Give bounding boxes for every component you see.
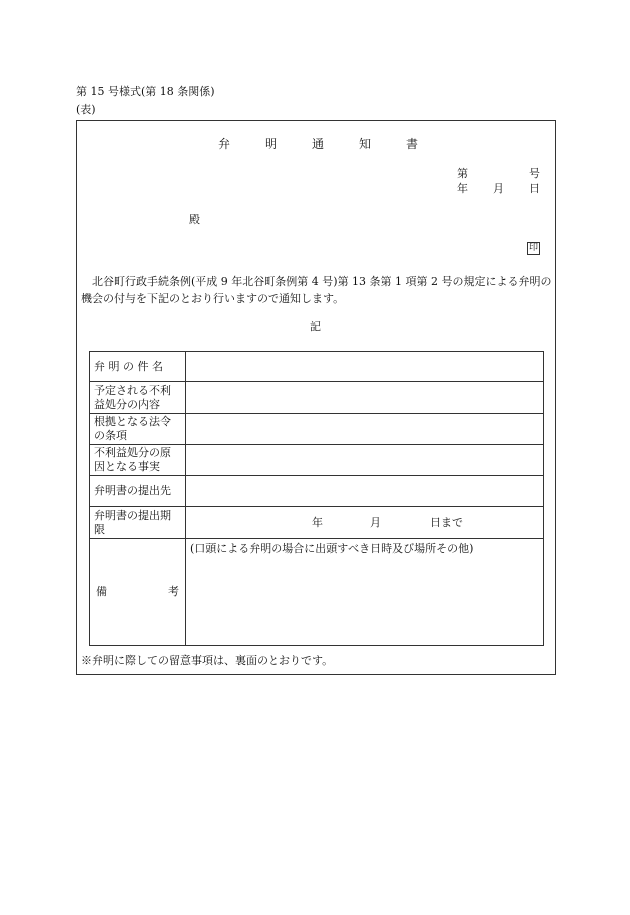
- notes-label-cell: [90, 539, 186, 646]
- row-value: [186, 476, 544, 507]
- title-char: 明: [265, 137, 278, 151]
- form-side-label: (表): [76, 103, 96, 116]
- seal-mark: 印: [528, 243, 538, 253]
- title-char: 弁: [218, 137, 231, 151]
- row-label-text: 不利益処分の原因となる事実: [94, 446, 171, 473]
- form-number: 第 15 号様式(第 18 条関係): [76, 85, 215, 98]
- row-label: [90, 382, 186, 414]
- date-year: 年: [457, 182, 468, 195]
- deadline-cell: [186, 507, 544, 539]
- date-month: 月: [493, 182, 504, 195]
- body-text: 北谷町行政手続条例(平成 9 年北谷町条例第 4 号)第 13 条第 1 項第 2 号の規定による弁明の機会の付与を下記のとおり行いますので通知します。: [81, 275, 552, 305]
- row-value: [186, 382, 544, 414]
- deadline-month: 月: [370, 515, 381, 529]
- notes-label-left: 備: [96, 585, 107, 598]
- row-label-text: 弁明書の提出期限: [94, 508, 171, 536]
- number-suffix: 号: [529, 167, 540, 180]
- deadline-year: 年: [312, 515, 323, 529]
- recipient-suffix: 殿: [189, 213, 200, 226]
- row-value: [186, 414, 544, 445]
- deadline-day: 日まで: [430, 515, 463, 529]
- row-label: [90, 445, 186, 476]
- title-char: 通: [312, 137, 325, 151]
- row-label: [90, 476, 186, 507]
- row-label-text: 弁明書の提出先: [94, 484, 171, 497]
- deadline-fields: [190, 516, 539, 530]
- number-prefix: 第: [457, 167, 468, 180]
- row-value: [186, 352, 544, 382]
- notes-text: (口頭による弁明の場合に出頭すべき日時及び場所その他): [190, 542, 474, 555]
- notes-label: [94, 585, 181, 599]
- row-label-text: 予定される不利益処分の内容: [94, 383, 171, 411]
- row-label: [90, 352, 186, 382]
- row-label: [90, 507, 186, 539]
- date-day: 日: [529, 182, 540, 195]
- row-value: [186, 445, 544, 476]
- title-char: 知: [359, 137, 372, 151]
- notes-label-right: 考: [168, 585, 179, 598]
- row-label-text: 根拠となる法令の条項: [94, 415, 171, 442]
- footer-note: ※弁明に際しての留意事項は、裏面のとおりです。: [81, 654, 334, 667]
- detail-table: [89, 351, 544, 646]
- row-label-text: 弁 明 の 件 名: [94, 359, 163, 373]
- title-char: 書: [406, 137, 419, 151]
- row-label: [90, 414, 186, 445]
- notes-cell: [186, 539, 544, 646]
- ki-heading: 記: [310, 320, 321, 333]
